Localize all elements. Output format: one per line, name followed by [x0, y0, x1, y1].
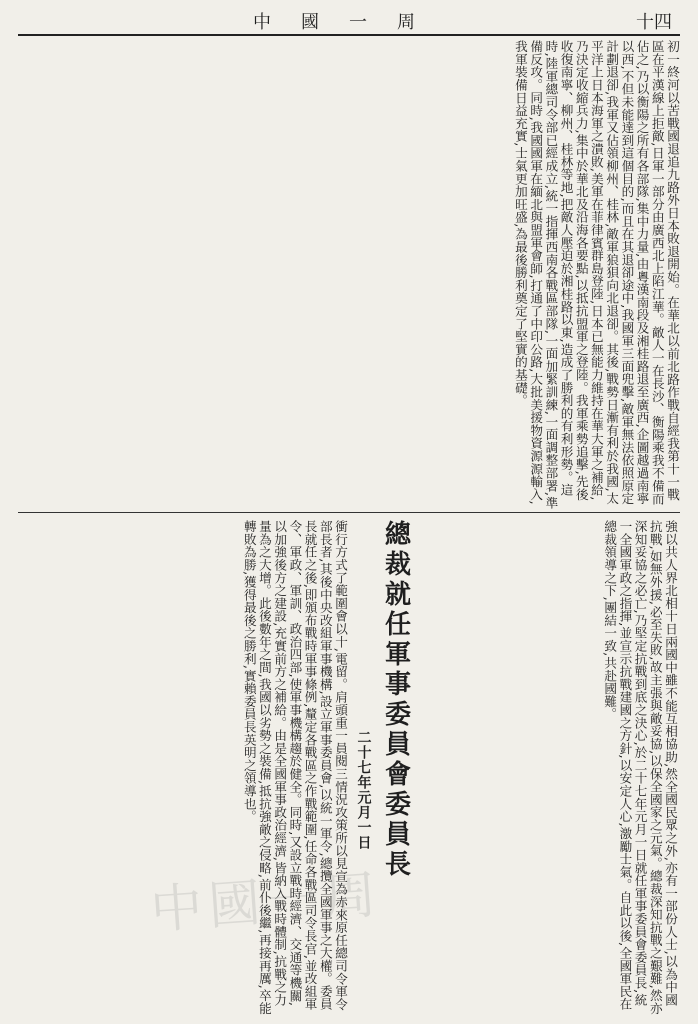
article-subheadline: 二十七年元月一日	[355, 730, 372, 850]
article-bottom-left-text: 衝行方式了範圍會以十,電留。肩頭重一員閱三情況攻策所以見宣為赤來原任總司令軍令部長者,其後中央改組軍事機構,設立軍事委員會,以統一軍令,總攬全國軍事之大權。委員長就任之後,即頒布戰時軍事條例,釐定各戰區之作戰範圍,任命各戰區司令長官,並改組軍令、軍政、軍訓、政治四部,使軍事機構趨於健全。同時,又設立戰時經濟、交通等機關,以加強後方之建設,充實前方之補給。由是全國軍事政治經濟,皆納入戰時體制,抗戰之力量為之大增。此後數年之間,我國以劣勢之裝備,抵抗強敵之侵略,前仆後繼,再接再厲,卒能轉敗為勝,獲得最後之勝利,實賴委員長英明之領導也。	[241, 520, 348, 1015]
article-top-text: 初一終河以苦戰國退追九路外日本敗退開始。在華北以前北路作戰自經我第十一戰區在平漢線上拒敵,日軍一部分由廣西北上陷江華。敵人一在長沙、衡陽乘我不備而佔之,乃以衡陽之所有各部隊,集中力量,由粵漢南段及湘桂路退至廣西,企圖越過南寧以西,不但未能達到這個目的,而且在其退卻途中,我國軍三面兜擊,敵軍無法依照原定計劃退卻,我軍又佔領柳州、桂林,敵軍狼狽向北退卻。其後,戰勢日漸有利於我國,太平洋上日本海軍之潰敗,美軍在菲律賓群島登陸,日本已無能力維持在華大軍之補給,乃決定收縮兵力,集中於華北及沿海各要點,以抵抗盟軍之登陸。我軍乘勢追擊,先後收復南寧、柳州、桂林等地,把敵人壓迫於湘桂路以東,造成了勝利的有利形勢。這時,陸軍總司令部已經成立,統一指揮西南各戰區部隊,一面加緊訓練,一面調整部署,準備反攻。同時,我國國軍在緬北與盟軍會師,打通了中印公路,大批美援物資源源輸入,我軍裝備日益充實,士氣更加旺盛,為最後勝利奠定了堅實的基礎。	[512, 40, 680, 510]
article-headline: 總裁就任軍事委員會委員長	[380, 520, 411, 880]
section-divider	[18, 512, 680, 513]
article-bottom-right-text: 強以共人界北相十日兩國中雖不能互相協助,然全國民眾之外,亦有一部份人士,以為中國抗戰,如無外援,必至失敗,故主張與敵妥協,以保全國家之元氣。總裁深知抗戰之艱難,然亦深知妥協之必亡,乃堅定抗戰到底之決心,於二十七年元月一日就任軍事委員會委員長,統一全國軍政之指揮,並宣示抗戰建國之方針,以安定人心,激勵士氣。自此以後,全國軍民在總裁領導之下,團結一致,共赴國難。	[602, 520, 678, 1015]
headline-block	[352, 520, 416, 1016]
page-header	[18, 4, 680, 36]
publication-title: 中國一周	[253, 12, 445, 33]
page-number: 十四	[636, 12, 672, 33]
watermark: 中國一周	[148, 864, 385, 942]
